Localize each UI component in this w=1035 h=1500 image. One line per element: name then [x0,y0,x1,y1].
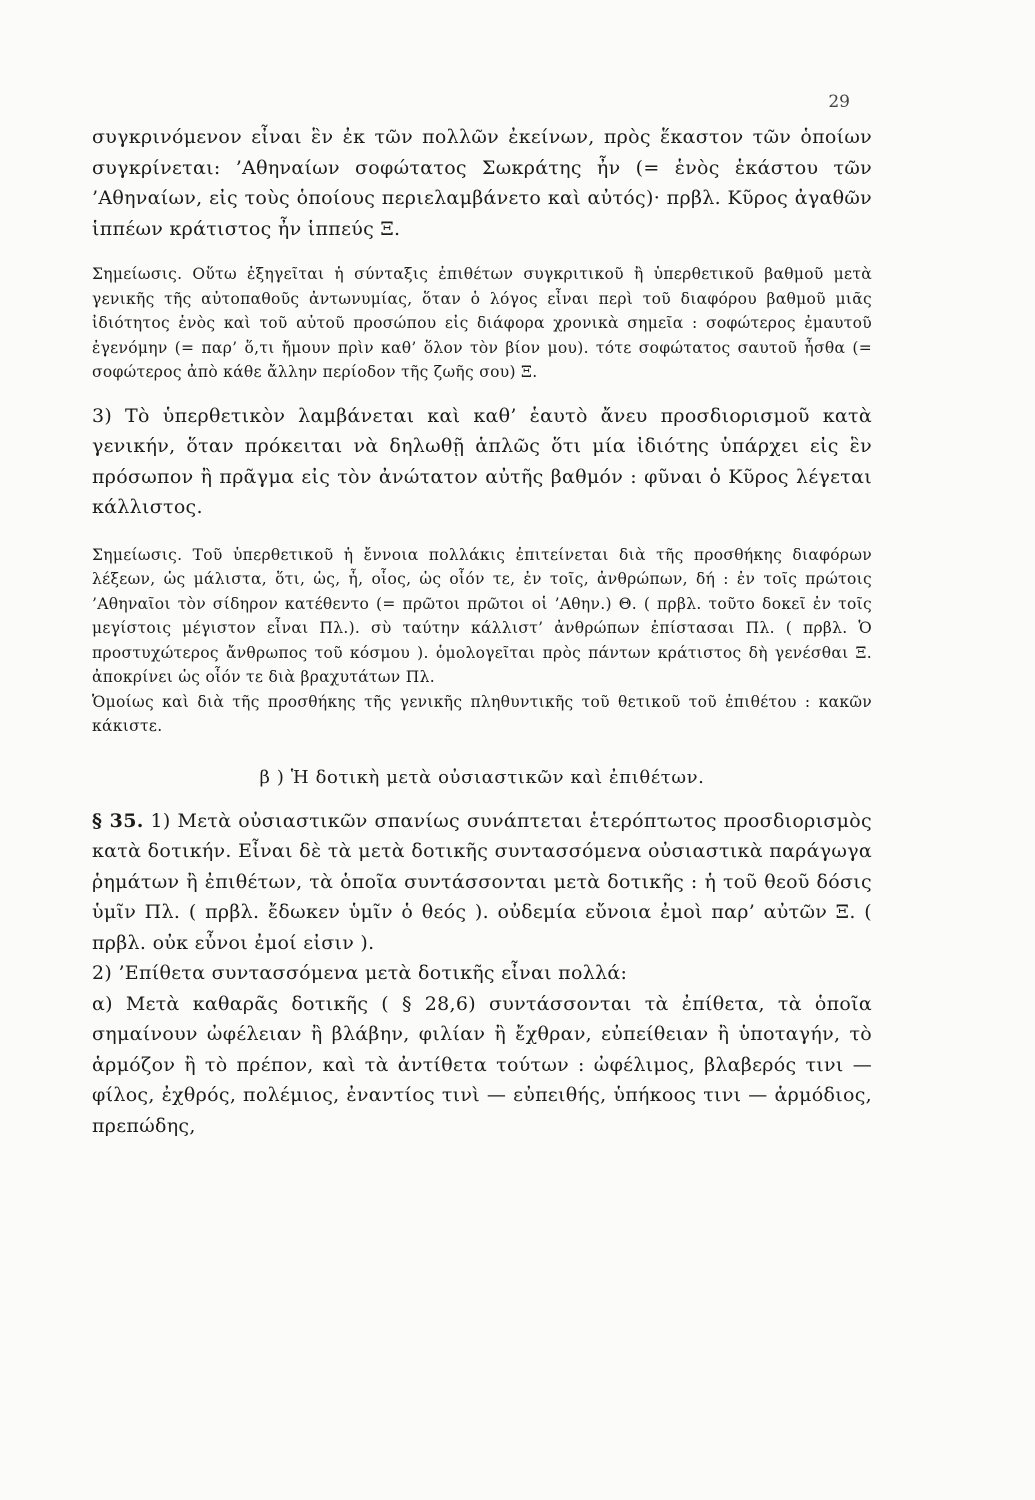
page-body [92,122,872,1141]
paragraph-3: 3) Τὸ ὑπερθετικὸν λαμβάνεται καὶ καθ’ ἑαυτὸ ἄνευ προσδιορισμοῦ κατὰ γενικήν, ὅταν πρόκειται νὰ δηλωθῇ ἁπλῶς ὅτι μία ἰδιότης ὑπάρχει εἰς ἓν πρόσωπον ἢ πρᾶγμα εἰς τὸν ἀνώτατον αὐτῆς βαθμόν : φῦναι ὁ Κῦρος λέγεται κάλλιστος. [92,404,872,518]
paragraph-35-text: 1) Μετὰ οὐσιαστικῶν σπανίως συνάπτεται ἑτερόπτωτος προσδιορισμὸς κατὰ δοτικήν. Εἶναι δὲ τὰ μετὰ δοτικῆς συντασσόμενα οὐσιαστικὰ παράγωγα ῥημάτων ἢ ἐπιθέτων, τὰ ὁποῖα συντάσσονται μετὰ δοτικῆς : ἡ τοῦ θεοῦ δόσις ὑμῖν Πλ. ( πρβλ. ἔδωκεν ὑμῖν ὁ θεός ). οὐδεμία εὔνοια ἐμοὶ παρ’ αὐτῶν Ξ. ( πρβλ. οὐκ εὖνοι ἐμοί εἰσιν ). [92,809,872,954]
section-heading: β ) Ἡ δοτικὴ μετὰ οὐσιαστικῶν καὶ ἐπιθέτων. [259,766,705,788]
page-number: 29 [828,92,850,112]
paragraph-35 [92,806,872,959]
note-1: Σημείωσις. Οὕτω ἐξηγεῖται ἡ σύνταξις ἐπιθέτων συγκριτικοῦ ἢ ὑπερθετικοῦ βαθμοῦ μετὰ γενικῆς τῆς αὐτοπαθοῦς ἀντωνυμίας, ὅταν ὁ λόγος εἶναι περὶ τοῦ διαφόρου βαθμοῦ μιᾶς ἰδιότητος ἑνὸς καὶ τοῦ αὐτοῦ προσώπου εἰς διάφορα χρονικὰ σημεῖα : σοφώτερος ἐμαυτοῦ ἐγενόμην (= παρ’ ὅ,τι ἤμουν πρὶν καθ’ ὅλον τὸν βίον μου). τότε σοφώτατος σαυτοῦ ἦσθα (= σοφώτερος ἀπὸ κάθε ἄλλην περίοδον τῆς ζωῆς σου) Ξ. [92,265,872,381]
paragraph-a: α) Μετὰ καθαρᾶς δοτικῆς ( § 28,6) συντάσσονται τὰ ἐπίθετα, τὰ ὁποῖα σημαίνουν ὠφέλειαν ἢ βλάβην, φιλίαν ἢ ἔχθραν, εὐπείθειαν ἢ ὑποταγήν, τὸ ἁρμόζον ἢ τὸ πρέπον, καὶ τὰ ἀντίθετα τούτων : ὠφέλιμος, βλαβερός τινι — φίλος, ἐχθρός, πολέμιος, ἐναντίος τινὶ — εὐπειθής, ὑπήκοος τινι — ἁρμόδιος, πρεπώδης, [92,992,872,1137]
section-mark: § 35. [92,809,144,832]
paragraph-2: 2) ’Επίθετα συντασσόμενα μετὰ δοτικῆς εἶναι πολλά: [92,962,628,984]
note-2b: Ὁμοίως καὶ διὰ τῆς προσθήκης τῆς γενικῆς πληθυντικῆς τοῦ θετικοῦ τοῦ ἐπιθέτου : κακῶν κάκιστε. [92,692,872,735]
paragraph-continuation: συγκρινόμενον εἶναι ἓν ἐκ τῶν πολλῶν ἐκείνων, πρὸς ἕκαστον τῶν ὁποίων συγκρίνεται: ’Αθηναίων σοφώτατος Σωκράτης ἦν (= ἑνὸς ἑκάστου τῶν ’Αθηναίων, εἰς τοὺς ὁποίους περιελαμβάνετο καὶ αὐτός)· πρβλ. Κῦρος ἀγαθῶν ἱππέων κράτιστος ἦν ἱππεύς Ξ. [92,126,872,240]
note-2: Σημείωσις. Τοῦ ὑπερθετικοῦ ἡ ἔννοια πολλάκις ἐπιτείνεται διὰ τῆς προσθήκης διαφόρων λέξεων, ὡς μάλιστα, ὅτι, ὡς, ἦ, οἷος, ὡς οἷόν τε, ἐν τοῖς, ἀνθρώπων, δή : ἐν τοῖς πρώτοις ’Αθηναῖοι τὸν σίδηρον κατέθεντο (= πρῶτοι πρῶτοι οἱ ’Αθην.) Θ. ( πρβλ. τοῦτο δοκεῖ ἐν τοῖς μεγίστοις μέγιστον εἶναι Πλ.). σὺ ταύτην κάλλιστ’ ἀνθρώπων ἐπίστασαι Πλ. ( πρβλ. Ὁ προστυχώτερος ἄνθρωπος τοῦ κόσμου ). ὁμολογεῖται πρὸς πάντων κράτιστος δὴ γενέσθαι Ξ. ἀποκρίνει ὡς οἷόν τε διὰ βραχυτάτων Πλ. [92,545,872,686]
